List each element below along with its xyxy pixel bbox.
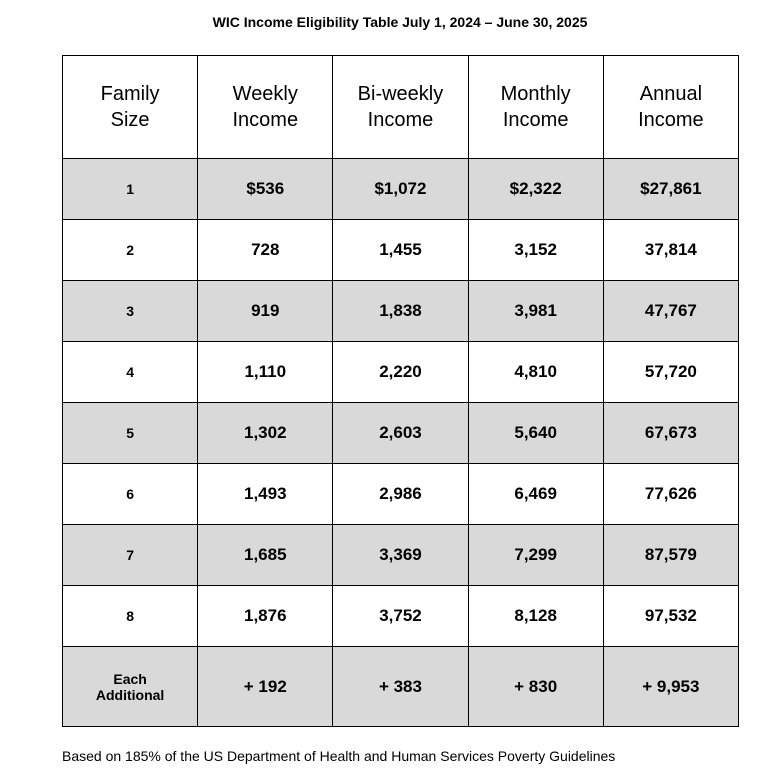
weekly-income-cell: 1,110 <box>198 342 333 403</box>
biweekly-income-cell: + 383 <box>333 647 468 727</box>
annual-income-cell: 87,579 <box>603 525 738 586</box>
each-additional-label-cell <box>63 647 198 727</box>
header-monthly-income <box>468 56 603 159</box>
header-line: Income <box>638 109 704 131</box>
table-row <box>63 464 739 525</box>
family-size-cell: 5 <box>63 403 198 464</box>
header-line: Weekly <box>232 83 298 105</box>
each-additional-label-line: Each <box>113 670 147 687</box>
weekly-income-cell: + 192 <box>198 647 333 727</box>
family-size-cell: 8 <box>63 586 198 647</box>
header-line: Income <box>367 109 434 131</box>
header-biweekly-income <box>333 56 468 159</box>
weekly-income-cell: $536 <box>198 159 333 220</box>
table-row <box>63 342 739 403</box>
weekly-income-cell: 919 <box>198 281 333 342</box>
weekly-income-cell: 728 <box>198 220 333 281</box>
each-additional-label-line: Additional <box>95 686 165 703</box>
biweekly-income-cell: 3,752 <box>333 586 468 647</box>
monthly-income-cell: $2,322 <box>468 159 603 220</box>
family-size-cell: 1 <box>63 159 198 220</box>
family-size-cell: 4 <box>63 342 198 403</box>
header-line: Monthly <box>500 83 571 105</box>
annual-income-cell: 57,720 <box>603 342 738 403</box>
annual-income-cell: 77,626 <box>603 464 738 525</box>
biweekly-income-cell: 2,220 <box>333 342 468 403</box>
monthly-income-cell: 7,299 <box>468 525 603 586</box>
table-row <box>63 525 739 586</box>
header-line: Size <box>110 109 150 131</box>
monthly-income-cell: + 830 <box>468 647 603 727</box>
annual-income-cell: $27,861 <box>603 159 738 220</box>
table-row <box>63 220 739 281</box>
header-family-size <box>63 56 198 159</box>
family-size-cell: 6 <box>63 464 198 525</box>
family-size-cell: 7 <box>63 525 198 586</box>
table-row <box>63 159 739 220</box>
monthly-income-cell: 8,128 <box>468 586 603 647</box>
monthly-income-cell: 3,981 <box>468 281 603 342</box>
weekly-income-cell: 1,302 <box>198 403 333 464</box>
header-line: Income <box>232 109 299 131</box>
biweekly-income-cell: $1,072 <box>333 159 468 220</box>
weekly-income-cell: 1,876 <box>198 586 333 647</box>
biweekly-income-cell: 1,838 <box>333 281 468 342</box>
monthly-income-cell: 6,469 <box>468 464 603 525</box>
header-line: Annual <box>639 83 703 105</box>
footnote: Based on 185% of the US Department of Health and Human Services Poverty Guidelines <box>62 748 616 764</box>
annual-income-cell: 37,814 <box>603 220 738 281</box>
weekly-income-cell: 1,685 <box>198 525 333 586</box>
biweekly-income-cell: 2,603 <box>333 403 468 464</box>
biweekly-income-cell: 2,986 <box>333 464 468 525</box>
table-row-each-additional <box>63 647 739 727</box>
monthly-income-cell: 4,810 <box>468 342 603 403</box>
annual-income-cell: + 9,953 <box>603 647 738 727</box>
annual-income-cell: 97,532 <box>603 586 738 647</box>
table-row <box>63 403 739 464</box>
monthly-income-cell: 5,640 <box>468 403 603 464</box>
header-line: Income <box>502 109 569 131</box>
header-annual-income <box>603 56 738 159</box>
header-line: Bi-weekly <box>357 83 444 105</box>
page-title: WIC Income Eligibility Table July 1, 2024 – June 30, 2025 <box>212 14 588 30</box>
family-size-cell: 3 <box>63 281 198 342</box>
table-row <box>63 586 739 647</box>
weekly-income-cell: 1,493 <box>198 464 333 525</box>
header-weekly-income <box>198 56 333 159</box>
header-line: Family <box>100 83 160 105</box>
annual-income-cell: 47,767 <box>603 281 738 342</box>
monthly-income-cell: 3,152 <box>468 220 603 281</box>
income-eligibility-table <box>62 55 739 727</box>
family-size-cell: 2 <box>63 220 198 281</box>
table-header-row <box>63 56 739 159</box>
biweekly-income-cell: 3,369 <box>333 525 468 586</box>
annual-income-cell: 67,673 <box>603 403 738 464</box>
biweekly-income-cell: 1,455 <box>333 220 468 281</box>
table-row <box>63 281 739 342</box>
